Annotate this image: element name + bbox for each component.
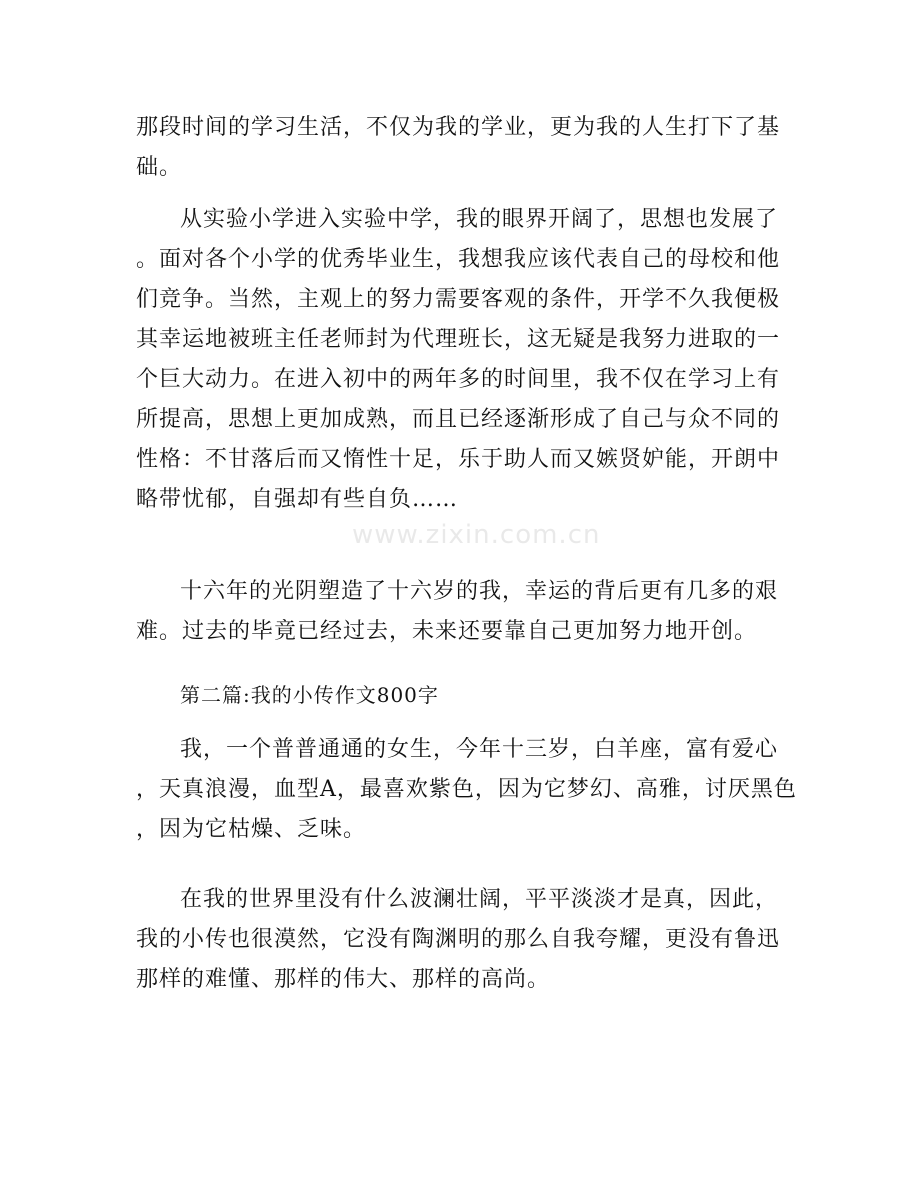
text-line: 们竞争。当然，主观上的努力需要客观的条件，开学不久我便极 [136, 287, 781, 312]
text-line: 性格：不甘落后而又惰性十足，乐于助人而又嫉贤妒能，开朗中 [136, 447, 781, 472]
text-line: 我，一个普普通通的女生，今年十三岁，白羊座，富有爱心 [180, 737, 779, 762]
text-line: 所提高，思想上更加成熟，而且已经逐渐形成了自己与众不同的 [136, 407, 781, 432]
text-line: 从实验小学进入实验中学，我的眼界开阔了，思想也发展了 [180, 207, 779, 232]
text-line: 我的小传也很漠然，它没有陶渊明的那么自我夸耀，更没有鲁迅 [136, 927, 781, 952]
paragraph-4 [136, 730, 797, 850]
text-line: 础。 [136, 155, 183, 180]
text-line: 那样的难懂、那样的伟大、那样的高尚。 [136, 967, 551, 992]
text-line: 那段时间的学习生活，不仅为我的学业，更为我的人生打下了基 [136, 115, 781, 140]
paragraph-3 [136, 572, 786, 652]
paragraph-2 [136, 200, 786, 520]
text-line: 略带忧郁，自强却有些自负…… [136, 487, 459, 512]
text-line: 其幸运地被班主任老师封为代理班长，这无疑是我努力进取的一 [136, 327, 781, 352]
text-line: 十六年的光阴塑造了十六岁的我，幸运的背后更有几多的艰 [180, 579, 779, 604]
text-line: ，天真浪漫，血型A，最喜欢紫色，因为它梦幻、高雅，讨厌黑色 [136, 777, 797, 802]
paragraph-5 [136, 880, 786, 1000]
paragraph-1 [136, 108, 786, 188]
text-line: 个巨大动力。在进入初中的两年多的时间里，我不仅在学习上有 [136, 367, 781, 392]
watermark-text: www.zixin.com.cn [352, 520, 601, 550]
text-line: 难。过去的毕竟已经过去，未来还要靠自己更加努力地开创。 [136, 619, 758, 644]
text-line: 在我的世界里没有什么波澜壮阔，平平淡淡才是真，因此， [180, 887, 779, 912]
section-heading [136, 675, 786, 715]
heading-text: 第二篇:我的小传作文800字 [180, 683, 439, 707]
text-line: ，因为它枯燥、乏味。 [136, 817, 367, 842]
text-line: 。面对各个小学的优秀毕业生，我想我应该代表自己的母校和他 [136, 247, 781, 272]
